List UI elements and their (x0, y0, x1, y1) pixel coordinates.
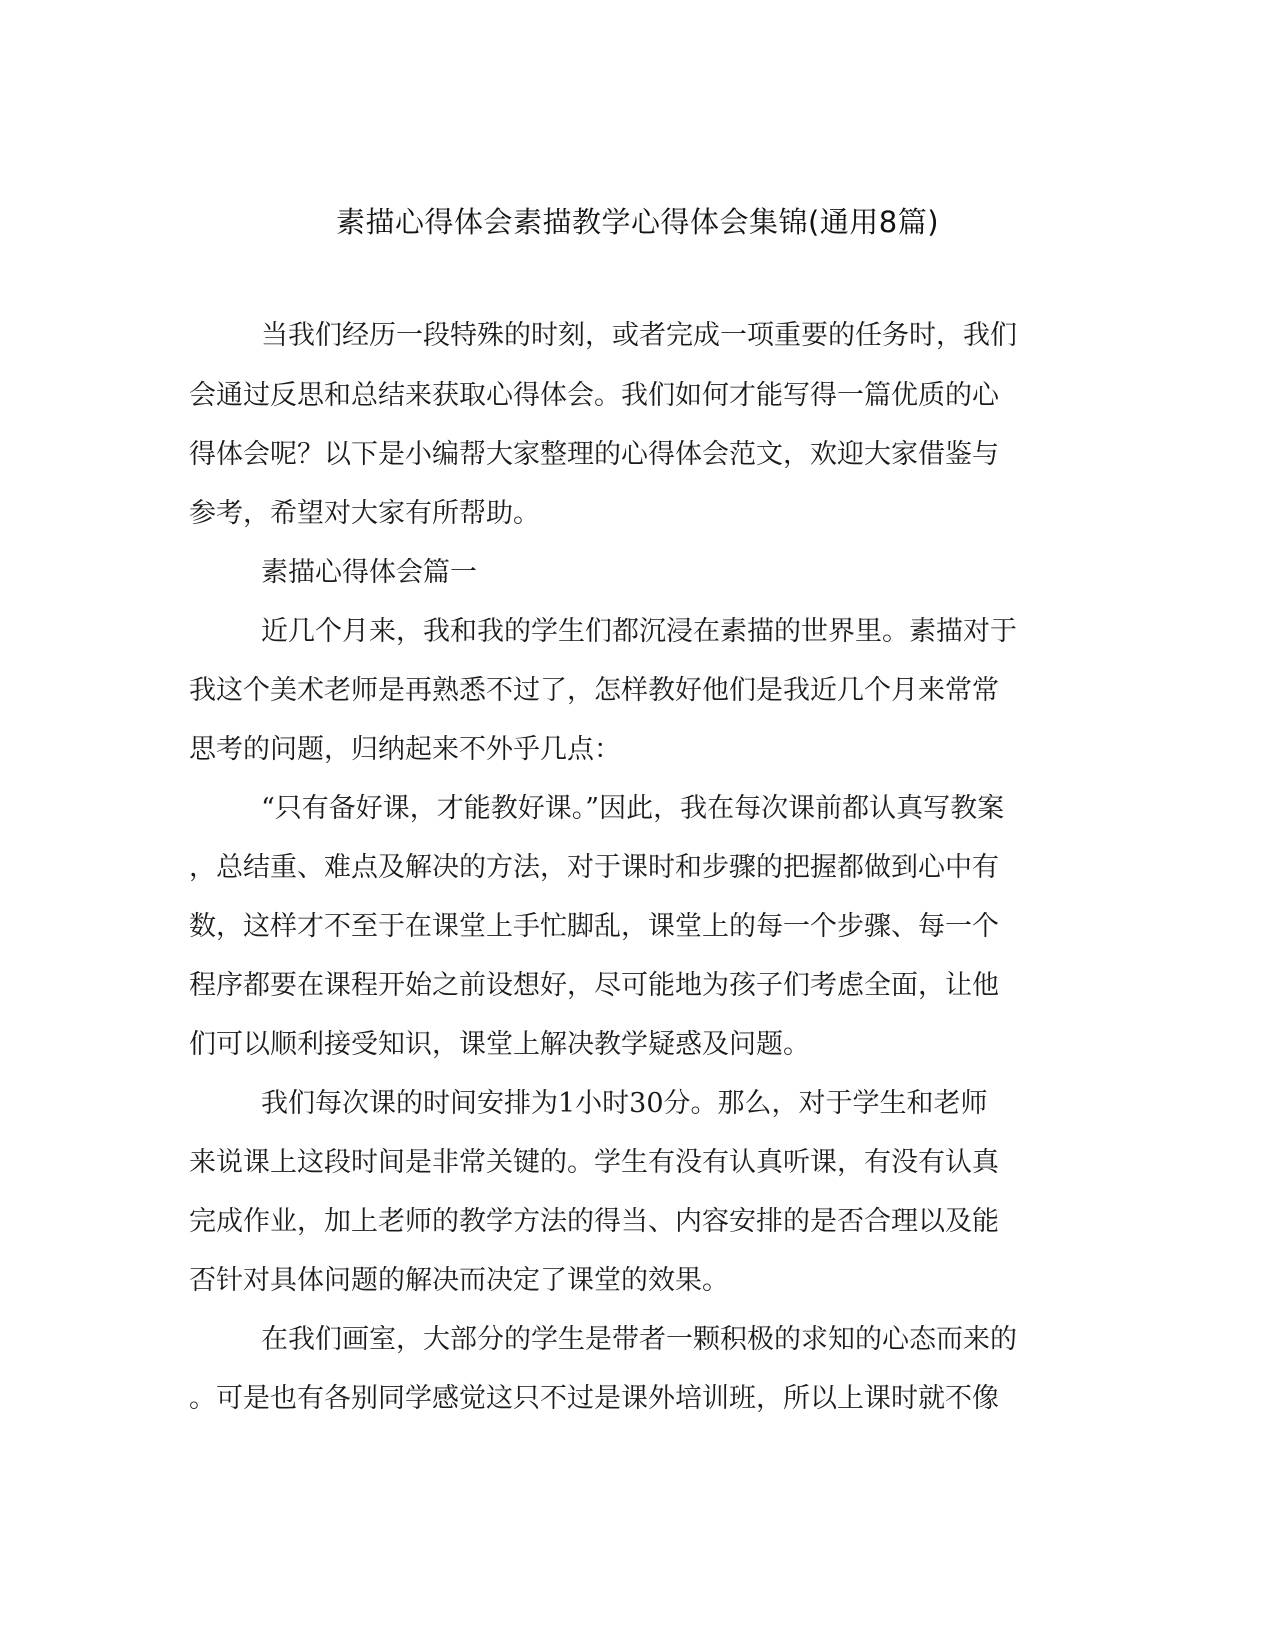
body-line: 程序都要在课程开始之前设想好，尽可能地为孩子们考虑全面，让他 (189, 970, 999, 1001)
body-line: 我们每次课的时间安排为1小时30分。那么，对于学生和老师 (261, 1088, 988, 1119)
body-line: 否针对具体问题的解决而决定了课堂的效果。 (189, 1265, 729, 1296)
body-line: 完成作业，加上老师的教学方法的得当、内容安排的是否合理以及能 (189, 1206, 999, 1237)
body-line: 得体会呢？以下是小编帮大家整理的心得体会范文，欢迎大家借鉴与 (189, 439, 999, 470)
body-line: 来说课上这段时间是非常关键的。学生有没有认真听课，有没有认真 (189, 1147, 999, 1178)
document-title: 素描心得体会素描教学心得体会集锦(通用8篇) (335, 205, 940, 239)
body-line: 们可以顺利接受知识，课堂上解决教学疑惑及问题。 (189, 1029, 810, 1060)
body-line: 数，这样才不至于在课堂上手忙脚乱，课堂上的每一个步骤、每一个 (189, 911, 999, 942)
body-line: 会通过反思和总结来获取心得体会。我们如何才能写得一篇优质的心 (189, 380, 999, 411)
body-line: 参考，希望对大家有所帮助。 (189, 498, 540, 529)
section-heading: 素描心得体会篇一 (261, 557, 477, 588)
body-line: “只有备好课，才能教好课。”因此，我在每次课前都认真写教案 (261, 793, 1005, 824)
body-line: ，总结重、难点及解决的方法，对于课时和步骤的把握都做到心中有 (189, 852, 999, 883)
body-line: 。可是也有各别同学感觉这只不过是课外培训班，所以上课时就不像 (189, 1383, 999, 1414)
body-line: 我这个美术老师是再熟悉不过了，怎样教好他们是我近几个月来常常 (189, 675, 999, 706)
body-line: 近几个月来，我和我的学生们都沉浸在素描的世界里。素描对于 (261, 616, 1017, 647)
body-line: 在我们画室，大部分的学生是带者一颗积极的求知的心态而来的 (261, 1324, 1017, 1355)
body-line: 当我们经历一段特殊的时刻，或者完成一项重要的任务时，我们 (261, 320, 1017, 351)
body-line: 思考的问题，归纳起来不外乎几点： (189, 734, 621, 765)
